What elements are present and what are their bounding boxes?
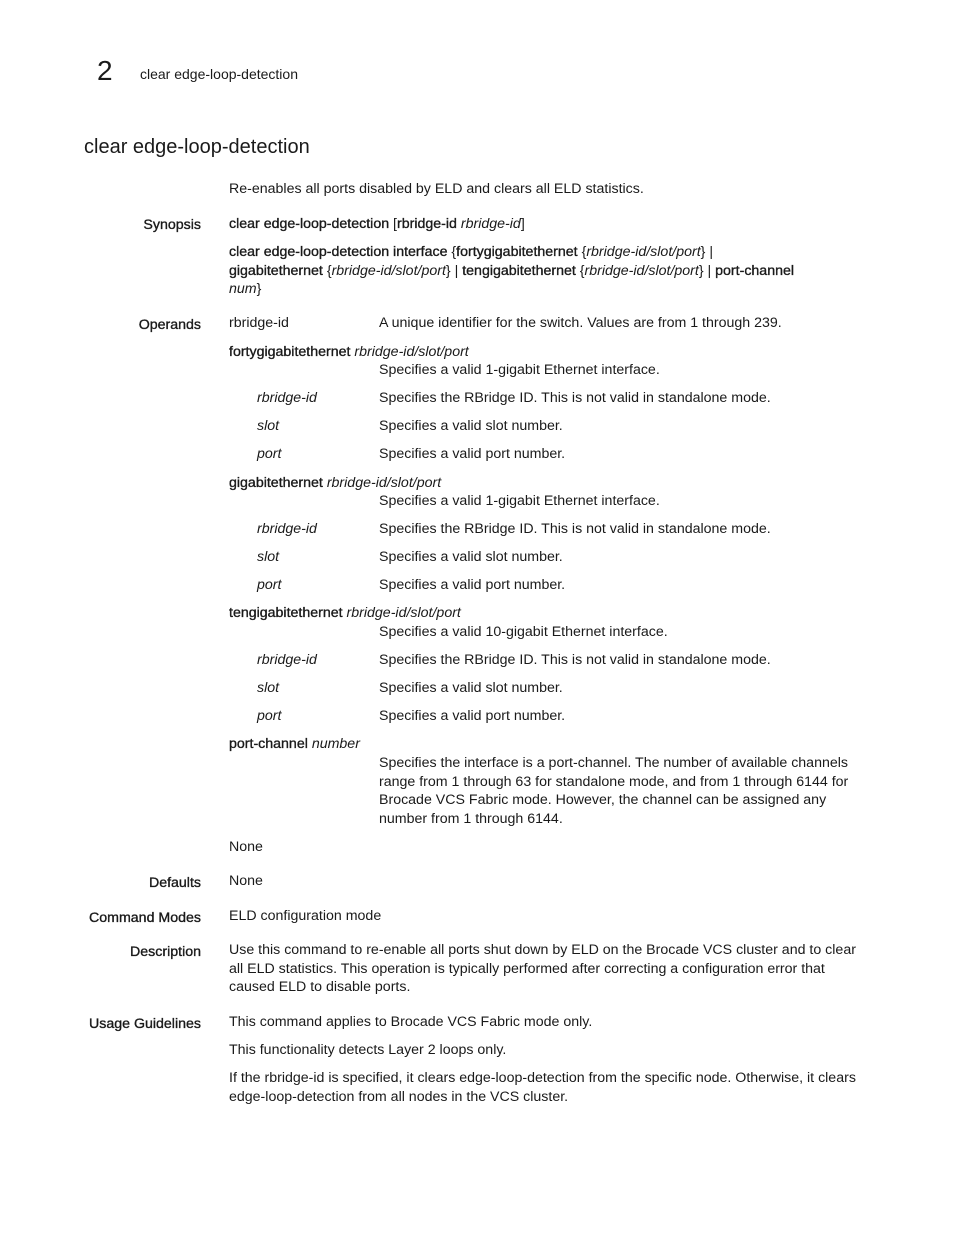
operand-none: None — [229, 839, 263, 855]
page-title: clear edge-loop-detection — [84, 136, 310, 158]
operand-heading-port-channel: port-channel number — [229, 736, 360, 752]
sub-operand-term: port — [257, 577, 282, 593]
sub-operand-desc: Specifies a valid port number. — [379, 708, 566, 724]
synopsis-line-1: clear edge-loop-detection [rbridge-id rbridge-id] — [229, 216, 525, 232]
defaults-value: None — [229, 873, 263, 889]
command-modes-value: ELD configuration mode — [229, 908, 382, 924]
operand-desc: Specifies the interface is a port-channel. The number of available channels range from 1 through 63 for standalone mode, and from 1 through 6144 for Brocade VCS Fabric mode. However, the channel can be assigned any number from 1 through 6144. — [379, 755, 849, 827]
usage-paragraph: This functionality detects Layer 2 loops only. — [229, 1042, 507, 1058]
sub-operand-desc: Specifies the RBridge ID. This is not valid in standalone mode. — [379, 521, 771, 537]
sub-operand-term: slot — [257, 680, 280, 696]
operand-heading-gig: gigabitethernet rbridge-id/slot/port — [229, 475, 442, 491]
operand-heading-forty: fortygigabitethernet rbridge-id/slot/port — [229, 344, 469, 360]
sub-operand-term: slot — [257, 418, 280, 434]
sub-operand-term: port — [257, 708, 282, 724]
operand-desc: Specifies a valid 1-gigabit Ethernet interface. — [379, 362, 660, 378]
operand-desc: Specifies a valid 1-gigabit Ethernet interface. — [379, 493, 660, 509]
synopsis-line-2: clear edge-loop-detection interface {fortygigabitethernet {rbridge-id/slot/port} | gigabitethernet {rbridge-id/slot/port} | tengigabitethernet {rbridge-id/slot/port} | port-channel num} — [229, 244, 795, 297]
sub-operand-term: port — [257, 446, 282, 462]
sub-operand-desc: Specifies a valid slot number. — [379, 549, 563, 565]
label-operands: Operands — [138, 317, 201, 333]
sub-operand-desc: Specifies the RBridge ID. This is not valid in standalone mode. — [379, 390, 771, 406]
operand-heading-ten: tengigabitethernet rbridge-id/slot/port — [229, 605, 461, 621]
description-text: Use this command to re-enable all ports shut down by ELD on the Brocade VCS cluster and to clear all ELD statistics. This operation is typically performed after correcting a configuration error that caused ELD to disable ports. — [229, 942, 856, 995]
sub-operand-desc: Specifies a valid slot number. — [379, 418, 563, 434]
sub-operand-term: slot — [257, 549, 280, 565]
sub-operand-desc: Specifies a valid slot number. — [379, 680, 563, 696]
label-usage-guidelines: Usage Guidelines — [89, 1016, 201, 1032]
label-description: Description — [130, 944, 201, 960]
label-command-modes: Command Modes — [89, 910, 201, 926]
sub-operand-desc: Specifies the RBridge ID. This is not valid in standalone mode. — [379, 652, 771, 668]
label-synopsis: Synopsis — [143, 217, 201, 233]
running-header: clear edge-loop-detection — [140, 66, 298, 82]
sub-operand-desc: Specifies a valid port number. — [379, 577, 566, 593]
sub-operand-term: rbridge-id — [257, 521, 317, 537]
sub-operand-term: rbridge-id — [257, 390, 317, 406]
intro-text: Re-enables all ports disabled by ELD and clears all ELD statistics. — [229, 181, 644, 197]
sub-operand-desc: Specifies a valid port number. — [379, 446, 566, 462]
usage-paragraph: If the rbridge-id is specified, it clears edge-loop-detection from the specific node. Otherwise, it clears edge-loop-detection from all nodes in the VCS cluster. — [229, 1070, 856, 1105]
operand-desc: Specifies a valid 10-gigabit Ethernet interface. — [379, 624, 668, 640]
operand-term: rbridge-id — [229, 315, 289, 331]
chapter-number: 2 — [97, 55, 113, 86]
label-defaults: Defaults — [148, 875, 201, 891]
sub-operand-term: rbridge-id — [257, 652, 317, 668]
usage-paragraph: This command applies to Brocade VCS Fabric mode only. — [229, 1014, 593, 1030]
operand-desc: A unique identifier for the switch. Values are from 1 through 239. — [379, 315, 782, 331]
